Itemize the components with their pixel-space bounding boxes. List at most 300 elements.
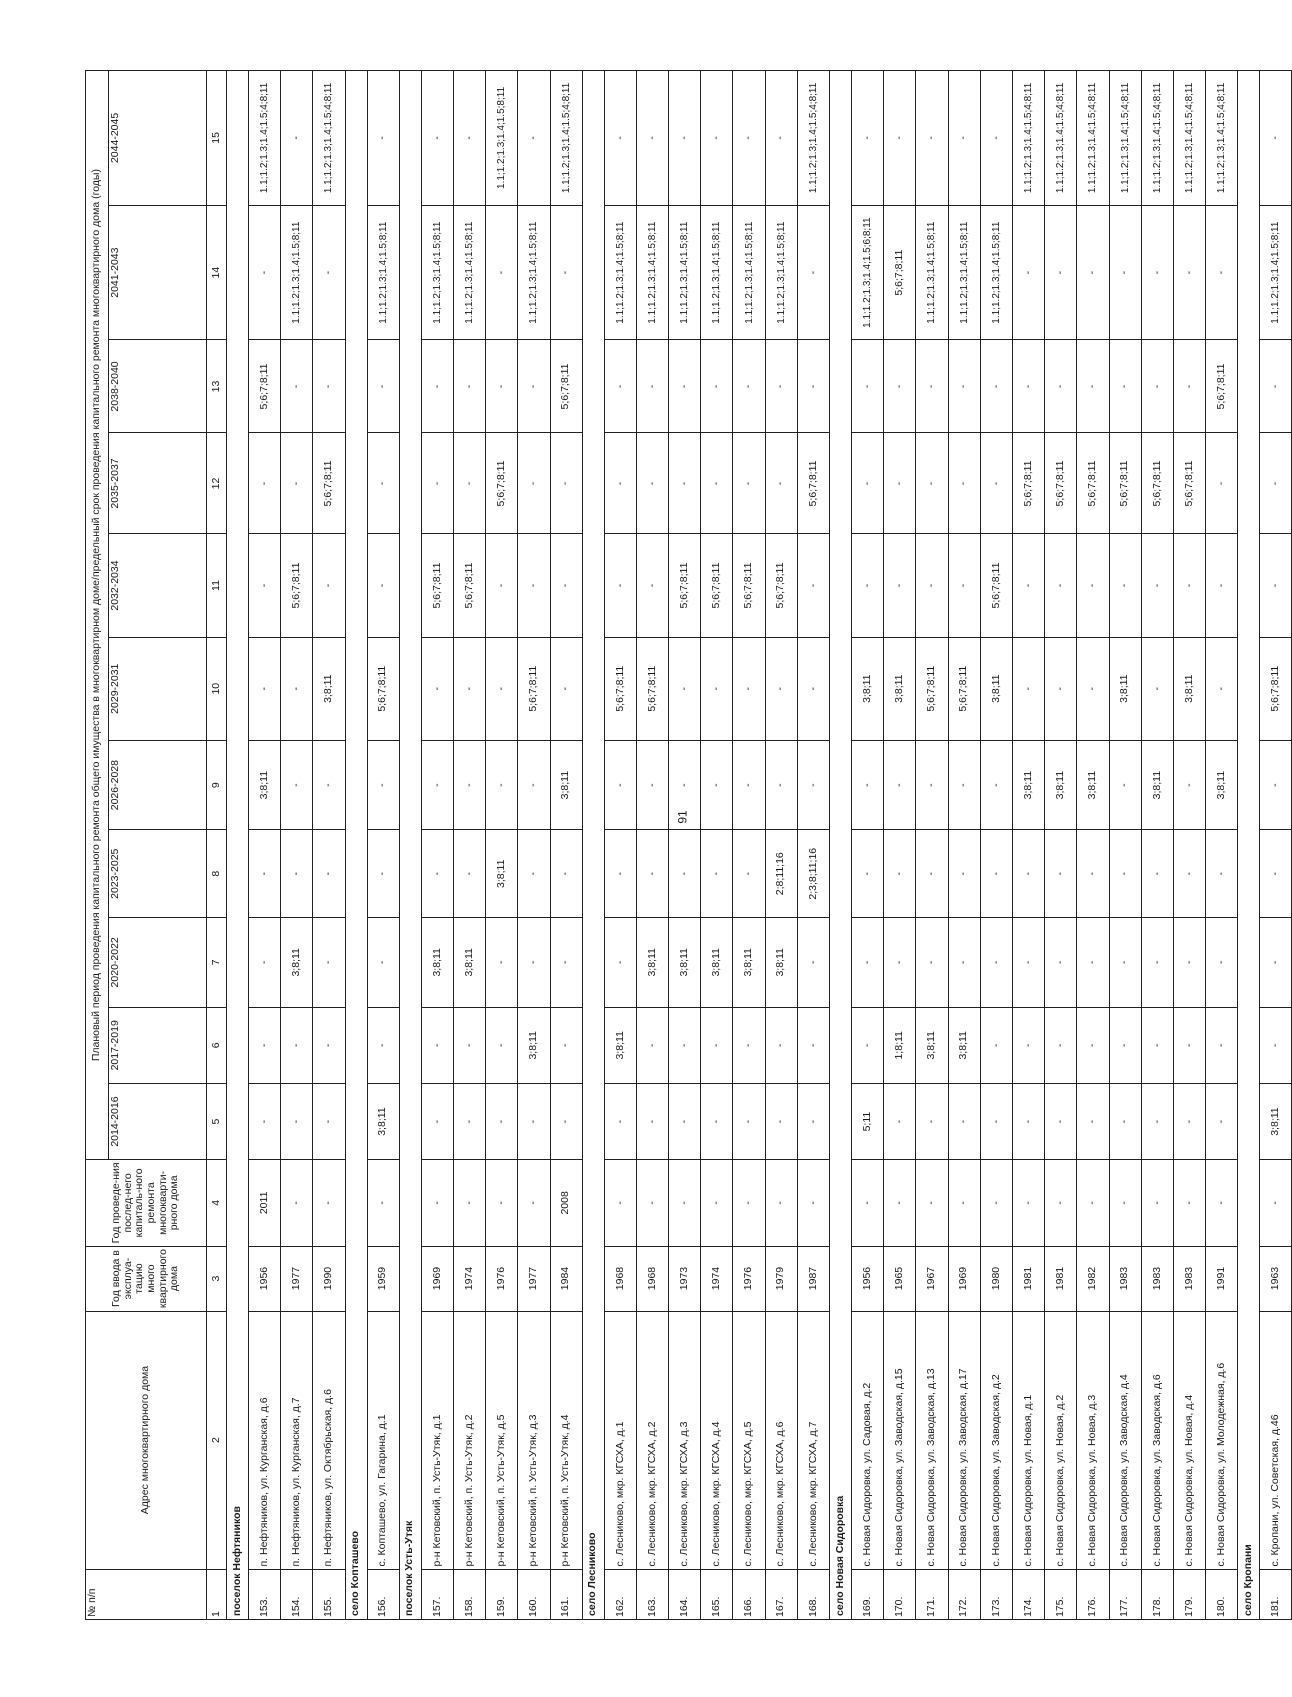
table-cell: -	[486, 1160, 518, 1246]
table-cell: -	[486, 1007, 518, 1083]
address-cell: с. Лесниково, мкр. КГСХА, д.4	[701, 1311, 733, 1569]
header-period: 2029-2031	[109, 637, 207, 740]
table-cell: 1976	[733, 1246, 765, 1311]
table-cell: -	[367, 917, 399, 1007]
table-cell: 1.1;1.2;1.3;1.4;1.5;4;8;11	[1206, 71, 1238, 206]
table-cell: 1981	[1045, 1246, 1077, 1311]
section-title: село Новая Сидоровка	[830, 71, 852, 1620]
table-cell: 1;8;11	[884, 1007, 916, 1083]
table-cell: 1990	[313, 1246, 345, 1311]
address-cell: с. Лесниково, мкр. КГСХА, д.7	[797, 1311, 829, 1569]
table-cell: 5;6;7;8;11	[980, 534, 1012, 637]
table-cell: 5;6;7;8;11	[1012, 433, 1044, 534]
table-cell: -	[797, 917, 829, 1007]
table-cell: -	[1141, 1160, 1173, 1246]
row-number: 160.	[518, 1569, 550, 1619]
table-cell: -	[636, 1007, 668, 1083]
table-row	[948, 71, 980, 1620]
table-cell: -	[1012, 1083, 1044, 1159]
row-number: 154.	[281, 1569, 313, 1619]
column-index: 2	[207, 1311, 227, 1569]
address-cell: р-н Кетовский, п. Усть-Утяк, д.4	[550, 1311, 582, 1569]
address-cell: с. Новая Сидоровка, ул. Новая, д.2	[1045, 1311, 1077, 1569]
table-cell: -	[367, 1007, 399, 1083]
table-cell: 1.1;1.2;1.3;1.4;1.5;8;11	[281, 205, 313, 340]
table-cell: -	[852, 917, 884, 1007]
address-cell: р-н Кетовский, п. Усть-Утяк, д.3	[518, 1311, 550, 1569]
table-cell: -	[453, 1083, 485, 1159]
table-row	[797, 71, 829, 1620]
table-cell: -	[980, 1007, 1012, 1083]
table-cell: -	[636, 433, 668, 534]
table-cell: 1.1;1.2;1.3;1.4;1.5;4;8;11	[1045, 71, 1077, 206]
row-number: 161.	[550, 1569, 582, 1619]
table-row	[636, 71, 668, 1620]
table-cell: 2011	[249, 1160, 281, 1246]
table-cell: -	[453, 71, 485, 206]
table-cell: -	[797, 1160, 829, 1246]
table-cell: -	[669, 637, 701, 740]
row-number: 181.	[1260, 1569, 1292, 1619]
table-cell: 2;8;11;16	[765, 830, 797, 917]
row-number: 180.	[1206, 1569, 1238, 1619]
row-number: 169.	[852, 1569, 884, 1619]
address-cell: с. Лесниково, мкр. КГСХА, д.1	[604, 1311, 636, 1569]
row-number: 166.	[733, 1569, 765, 1619]
table-cell: 1987	[797, 1246, 829, 1311]
table-cell: -	[948, 534, 980, 637]
table-row	[550, 71, 582, 1620]
header-address: Адрес многоквартирного дома	[86, 1311, 207, 1569]
table-cell: -	[421, 1007, 453, 1083]
table-cell: -	[980, 1083, 1012, 1159]
table-cell: -	[669, 1007, 701, 1083]
table-cell: 1963	[1260, 1246, 1292, 1311]
table-cell: -	[701, 340, 733, 433]
table-cell: 3;8;11	[550, 740, 582, 830]
table-cell: -	[1109, 740, 1141, 830]
column-index: 6	[207, 1007, 227, 1083]
table-cell: -	[1260, 830, 1292, 917]
table-cell: 5;6;7;8;11	[486, 433, 518, 534]
table-cell: -	[669, 740, 701, 830]
table-cell: -	[765, 1007, 797, 1083]
table-cell: 5;11	[852, 1083, 884, 1159]
table-cell: 3;8;11	[636, 917, 668, 1007]
table-cell: -	[765, 433, 797, 534]
table-cell: 3;8;11	[765, 917, 797, 1007]
row-number: 179.	[1173, 1569, 1205, 1619]
table-cell: -	[1260, 340, 1292, 433]
table-row	[701, 71, 733, 1620]
table-cell: -	[1077, 917, 1109, 1007]
column-index: 14	[207, 205, 227, 340]
table-cell: -	[1077, 830, 1109, 917]
column-index: 10	[207, 637, 227, 740]
table-cell: 5;6;7;8;11	[313, 433, 345, 534]
table-cell: -	[669, 433, 701, 534]
table-cell: -	[453, 1007, 485, 1083]
table-cell: -	[797, 740, 829, 830]
section-title: поселок Усть-Утяк	[399, 71, 421, 1620]
table-cell: 5;6;7;8;11	[367, 637, 399, 740]
table-cell: -	[249, 1083, 281, 1159]
table-cell: -	[701, 637, 733, 740]
table-row	[604, 71, 636, 1620]
table-cell: -	[421, 71, 453, 206]
table-cell: -	[486, 205, 518, 340]
table-cell: 5;6;7;8;11	[797, 433, 829, 534]
address-cell: с. Новая Сидоровка, ул. Новая, д.4	[1173, 1311, 1205, 1569]
table-cell: 1967	[916, 1246, 948, 1311]
header-year-last-repair: Год проведе-ния послед-него капиталь-ного ремонта многокварти-рного дома	[86, 1160, 207, 1246]
table-cell: -	[1012, 340, 1044, 433]
table-cell: 1.1;1.2;1.3;1.4;1.5;4;8;11	[313, 71, 345, 206]
table-cell: 1983	[1141, 1246, 1173, 1311]
table-cell: 3;8;11	[486, 830, 518, 917]
table-cell: -	[367, 340, 399, 433]
row-number: 170.	[884, 1569, 916, 1619]
table-cell: -	[980, 340, 1012, 433]
table-cell: -	[852, 740, 884, 830]
table-cell: 1.1;1.2;1.3;1.4;1.5;4;8;11	[249, 71, 281, 206]
table-cell: -	[636, 71, 668, 206]
table-cell: -	[980, 740, 1012, 830]
section-row	[227, 71, 249, 1620]
table-cell: -	[453, 1160, 485, 1246]
table-cell: -	[1260, 71, 1292, 206]
column-index: 3	[207, 1246, 227, 1311]
table-cell: -	[486, 534, 518, 637]
table-cell: 1983	[1109, 1246, 1141, 1311]
table-cell: -	[1141, 1007, 1173, 1083]
table-cell: -	[1260, 534, 1292, 637]
table-cell: -	[249, 534, 281, 637]
table-cell: -	[486, 637, 518, 740]
table-cell: -	[916, 917, 948, 1007]
table-cell: -	[550, 917, 582, 1007]
table-cell: -	[733, 433, 765, 534]
header-period: 2032-2034	[109, 534, 207, 637]
address-cell: с. Лесниково, мкр. КГСХА, д.3	[669, 1311, 701, 1569]
table-cell: -	[948, 1160, 980, 1246]
table-cell: 1.1;1.2;1.3;1.4;1.5;8;11	[1260, 205, 1292, 340]
table-row	[1206, 71, 1238, 1620]
table-cell: 1.1;1.2;1.3;1.4;1.5;4;8;11	[1077, 71, 1109, 206]
table-row	[1077, 71, 1109, 1620]
table-cell: 2;3;8;11;16	[797, 830, 829, 917]
table-cell: -	[518, 433, 550, 534]
table-cell: -	[884, 534, 916, 637]
table-cell: -	[1141, 340, 1173, 433]
table-cell: -	[765, 340, 797, 433]
table-cell: -	[1109, 1007, 1141, 1083]
table-cell: 1965	[884, 1246, 916, 1311]
table-cell: -	[486, 340, 518, 433]
table-row	[852, 71, 884, 1620]
table-cell: -	[733, 1160, 765, 1246]
table-row	[313, 71, 345, 1620]
table-cell: -	[550, 433, 582, 534]
table-cell: -	[1141, 830, 1173, 917]
table-cell: -	[636, 740, 668, 830]
table-cell: -	[1206, 1083, 1238, 1159]
table-cell: -	[249, 205, 281, 340]
table-cell: -	[797, 205, 829, 340]
table-cell: 1.1;1.2;1.3;1.4;1.5;4;8;11	[1141, 71, 1173, 206]
table-cell: -	[249, 637, 281, 740]
table-cell: -	[852, 340, 884, 433]
table-cell: -	[765, 740, 797, 830]
table-cell: -	[636, 534, 668, 637]
table-cell: 5;6;7;8;11	[1109, 433, 1141, 534]
table-cell: -	[884, 340, 916, 433]
header-period: 2044-2045	[109, 71, 207, 206]
table-cell: -	[453, 433, 485, 534]
table-cell: -	[916, 71, 948, 206]
table-cell: 1.1;1.2;1.3;1.4;1.5;8;11	[636, 205, 668, 340]
table-cell: -	[701, 71, 733, 206]
table-cell: -	[1173, 205, 1205, 340]
table-cell: -	[367, 433, 399, 534]
table-cell: -	[1045, 1083, 1077, 1159]
table-cell: -	[852, 534, 884, 637]
table-cell: 1969	[948, 1246, 980, 1311]
table-cell: -	[1260, 740, 1292, 830]
table-cell: 1982	[1077, 1246, 1109, 1311]
table-cell: -	[604, 534, 636, 637]
table-cell: 1979	[765, 1246, 797, 1311]
table-cell: 3;8;11	[916, 1007, 948, 1083]
table-cell: 1.1;1.2;1.3;1.4;1.5;8;11	[669, 205, 701, 340]
table-cell: -	[281, 740, 313, 830]
table-cell: 5;6;7;8;11	[733, 534, 765, 637]
table-cell: -	[367, 71, 399, 206]
table-cell: -	[765, 637, 797, 740]
row-number: 178.	[1141, 1569, 1173, 1619]
table-cell: -	[313, 740, 345, 830]
table-cell: -	[1012, 534, 1044, 637]
table-row	[733, 71, 765, 1620]
table-cell: -	[1109, 1160, 1141, 1246]
table-cell: 1.1;1.2;1.3;1.4;1.5;8;11	[453, 205, 485, 340]
address-cell: с. Лесниково, мкр. КГСХА, д.2	[636, 1311, 668, 1569]
table-cell: -	[669, 1160, 701, 1246]
header-period: 2038-2040	[109, 340, 207, 433]
table-cell: -	[1206, 830, 1238, 917]
table-cell: -	[1173, 917, 1205, 1007]
table-cell: 3;8;11	[1045, 740, 1077, 830]
column-index: 9	[207, 740, 227, 830]
table-cell: 1.1;1.2;1.3;1.4;1.5;4;8;11	[797, 71, 829, 206]
table-cell: -	[281, 340, 313, 433]
table-cell: -	[797, 534, 829, 637]
table-cell: -	[1173, 830, 1205, 917]
table-cell: -	[1045, 205, 1077, 340]
table-cell: -	[701, 830, 733, 917]
table-cell: -	[249, 830, 281, 917]
header-period: 2035-2037	[109, 433, 207, 534]
table-cell: -	[733, 340, 765, 433]
table-cell: -	[1012, 917, 1044, 1007]
table-cell: -	[1077, 340, 1109, 433]
table-cell: 1981	[1012, 1246, 1044, 1311]
table-cell: -	[884, 830, 916, 917]
table-cell: -	[367, 830, 399, 917]
table-cell: 5;6;7;8;11	[669, 534, 701, 637]
table-cell: -	[421, 637, 453, 740]
table-cell: 1.1;1.2;1.3;1.4;1.5;8;11	[486, 71, 518, 206]
table-cell: 3;8;11	[281, 917, 313, 1007]
table-cell: 3;8;11	[852, 637, 884, 740]
address-cell: с. Кропани, ул. Советская, д.46	[1260, 1311, 1292, 1569]
table-cell: -	[1045, 830, 1077, 917]
table-cell: -	[1045, 917, 1077, 1007]
table-cell: -	[518, 740, 550, 830]
table-cell: 1.1;1.2;1.3;1.4;1.5;8;11	[604, 205, 636, 340]
table-cell: -	[797, 1007, 829, 1083]
table-cell: -	[518, 1160, 550, 1246]
table-cell: -	[1109, 340, 1141, 433]
table-cell: -	[421, 1160, 453, 1246]
table-cell: 3;8;11	[421, 917, 453, 1007]
table-cell: -	[1109, 205, 1141, 340]
table-cell: -	[604, 71, 636, 206]
capital-repair-table	[85, 70, 1292, 1620]
table-cell: -	[1012, 205, 1044, 340]
table-cell: 3;8;11	[948, 1007, 980, 1083]
table-row	[669, 71, 701, 1620]
header-period: 2023-2025	[109, 830, 207, 917]
address-cell: с. Новая Сидоровка, ул. Заводская, д.15	[884, 1311, 916, 1569]
table-cell: -	[604, 433, 636, 534]
row-number: 162.	[604, 1569, 636, 1619]
table-cell: 5;6;7;8;11	[765, 534, 797, 637]
table-cell: 3;8;11	[701, 917, 733, 1007]
row-number: 156.	[367, 1569, 399, 1619]
address-cell: с. Копташево, ул. Гагарина, д.1	[367, 1311, 399, 1569]
row-number: 163.	[636, 1569, 668, 1619]
table-cell: -	[421, 340, 453, 433]
table-cell: -	[1206, 1160, 1238, 1246]
address-cell: с. Новая Сидоровка, ул. Заводская, д.17	[948, 1311, 980, 1569]
table-cell: -	[669, 340, 701, 433]
table-cell: 3;8;11	[1173, 637, 1205, 740]
table-cell: -	[1045, 1160, 1077, 1246]
table-cell: -	[1077, 205, 1109, 340]
table-cell: -	[550, 637, 582, 740]
table-cell: 1.1;1.2;1.3;1.4;1.5;8;11	[518, 205, 550, 340]
row-number: 153.	[249, 1569, 281, 1619]
table-cell: -	[916, 740, 948, 830]
table-cell: -	[1206, 534, 1238, 637]
table-row	[765, 71, 797, 1620]
table-cell: 5;6;7;8;11	[1260, 637, 1292, 740]
row-number: 176.	[1077, 1569, 1109, 1619]
table-cell: 5;6;7;8;11	[948, 637, 980, 740]
table-cell: -	[1260, 1160, 1292, 1246]
table-cell: 1.1;1.2;1.3;1.4;1.5;4;8;11	[1173, 71, 1205, 206]
table-cell: 5;6;7;8;11	[1141, 433, 1173, 534]
header-period: 2020-2022	[109, 917, 207, 1007]
table-cell: -	[948, 740, 980, 830]
address-cell: п. Нефтяников, ул. Курганская, д.7	[281, 1311, 313, 1569]
table-cell: -	[1045, 1007, 1077, 1083]
table-cell: 1983	[1173, 1246, 1205, 1311]
table-row	[249, 71, 281, 1620]
table-cell: 1968	[636, 1246, 668, 1311]
address-cell: с. Новая Сидоровка, ул. Новая, д.1	[1012, 1311, 1044, 1569]
table-cell: 3;8;11	[1141, 740, 1173, 830]
table-cell: -	[765, 71, 797, 206]
table-cell: -	[367, 1160, 399, 1246]
table-cell: -	[636, 1160, 668, 1246]
table-cell: 1969	[421, 1246, 453, 1311]
table-cell: 5;6;7;8;11	[1173, 433, 1205, 534]
table-cell: -	[1206, 637, 1238, 740]
table-cell: -	[249, 433, 281, 534]
table-cell: 1977	[281, 1246, 313, 1311]
table-cell: -	[1141, 534, 1173, 637]
column-index: 7	[207, 917, 227, 1007]
table-cell: -	[948, 340, 980, 433]
table-cell: 1991	[1206, 1246, 1238, 1311]
table-cell: -	[1206, 205, 1238, 340]
table-cell: 3;8;11	[733, 917, 765, 1007]
table-cell: -	[733, 637, 765, 740]
table-cell: -	[980, 830, 1012, 917]
table-cell: 1.1;1.2;1.3;1.4;1.5;8;11	[916, 205, 948, 340]
table-cell: -	[669, 71, 701, 206]
table-cell: 1984	[550, 1246, 582, 1311]
table-cell: -	[1173, 1007, 1205, 1083]
table-row	[1173, 71, 1205, 1620]
table-cell: -	[765, 1083, 797, 1159]
table-cell: -	[1173, 534, 1205, 637]
table-cell: -	[884, 1160, 916, 1246]
address-cell: р-н Кетовский, п. Усть-Утяк, д.5	[486, 1311, 518, 1569]
table-cell: -	[550, 205, 582, 340]
table-cell: 1968	[604, 1246, 636, 1311]
table-cell: -	[765, 1160, 797, 1246]
table-cell: -	[669, 1083, 701, 1159]
table-cell: 3;8;11	[980, 637, 1012, 740]
address-cell: п. Нефтяников, ул. Октябрьская, д.6	[313, 1311, 345, 1569]
table-cell: -	[1109, 1083, 1141, 1159]
table-cell: 5;6;7;8;11	[604, 637, 636, 740]
table-cell: 1.1;1.2;1.3;1.4;1.5;4;8;11	[550, 71, 582, 206]
table-cell: -	[1206, 1007, 1238, 1083]
table-cell: -	[604, 830, 636, 917]
address-cell: с. Новая Сидоровка, ул. Заводская, д.4	[1109, 1311, 1141, 1569]
table-cell: -	[1077, 534, 1109, 637]
table-cell: -	[421, 433, 453, 534]
row-number: 172.	[948, 1569, 980, 1619]
table-cell: -	[1045, 637, 1077, 740]
table-cell: 3;8;11	[518, 1007, 550, 1083]
table-cell: -	[518, 917, 550, 1007]
row-number: 158.	[453, 1569, 485, 1619]
table-cell: -	[1045, 340, 1077, 433]
table-cell: -	[313, 340, 345, 433]
table-cell: -	[797, 1083, 829, 1159]
row-number: 167.	[765, 1569, 797, 1619]
table-cell: -	[1141, 1083, 1173, 1159]
table-cell: -	[604, 917, 636, 1007]
address-cell: р-н Кетовский, п. Усть-Утяк, д.1	[421, 1311, 453, 1569]
table-cell: 3;8;11	[604, 1007, 636, 1083]
column-index: 4	[207, 1160, 227, 1246]
